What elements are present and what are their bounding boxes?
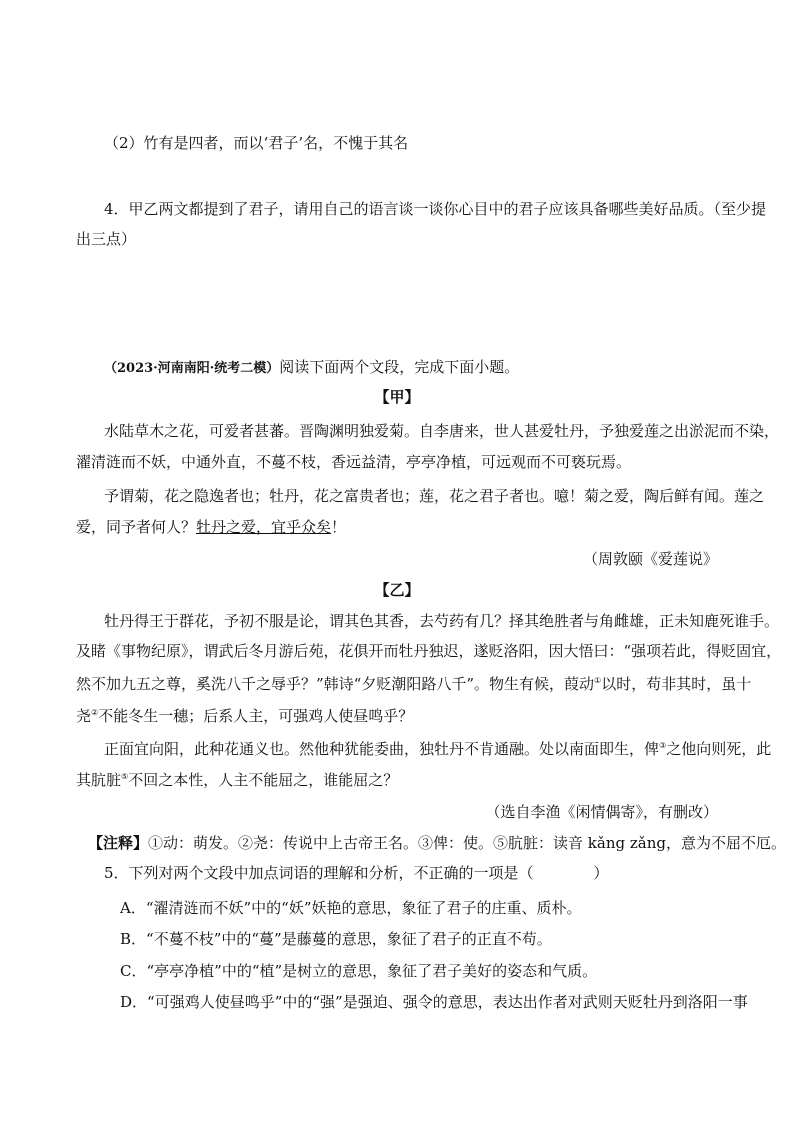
notes-text: ①动：萌发。②尧：传说中上古帝王名。③俾：使。⑤肮脏：读音 kǎng zǎng，意为不屈不厄。	[148, 834, 786, 852]
text-span: 以时，苟非其时，虽十	[601, 675, 752, 693]
option-d: D．“可强鸡人使昼鸣乎”中的“强”是强迫、强令的意思，表达出作者对武则天贬牡丹到洛阳一事	[120, 993, 748, 1011]
yi-line-5	[104, 739, 771, 759]
yi-line-2: 及睹《事物纪原》，谓武后冬月游后苑，花俱开而牡丹独迟，遂贬洛阳，因大悟曰：“强项若此，得贬固宜，	[76, 642, 782, 660]
notes	[88, 833, 786, 853]
option-b: B．“不蔓不枝”中的“蔓”是藤蔓的意思，象征了君子的正直不苟。	[120, 930, 552, 948]
text-span: 不能冬生一穗；后系人主，可强鸡人使昼鸣乎？	[98, 707, 414, 725]
footnote-marker: ③	[659, 741, 667, 750]
question-4-line-1: 4．甲乙两文都提到了君子，请用自己的语言谈一谈你心目中的君子应该具备哪些美好品质。（至少提	[104, 200, 767, 218]
text-span: 爱，同予者何人？	[76, 518, 197, 536]
text-span: 尧	[76, 707, 92, 725]
notes-label: 【注释】	[88, 834, 149, 852]
yi-line-6	[76, 770, 398, 790]
yi-heading: 【乙】	[374, 581, 420, 599]
text-span: 然不加九五之尊，奚洗八千之辱乎？”韩诗“夕贬潮阳路八千”。物生有候，葭动	[76, 675, 595, 693]
footnote-marker: ②	[91, 708, 99, 717]
jia-paragraph-1-line-1: 水陆草木之花，可爱者甚蕃。晋陶渊明独爱菊。自李唐来，世人甚爱牡丹，予独爱莲之出淤泥而不染，	[104, 422, 780, 440]
stem-close: ）	[593, 864, 609, 882]
text-span: 之他向则死，此	[666, 740, 772, 758]
instruction-text: 阅读下面两个文段，完成下面小题。	[279, 358, 520, 376]
section-instruction	[104, 357, 519, 379]
prev-item-2: （2）竹有是四者，而以‘君子’名，不愧于其名	[104, 134, 409, 152]
option-a: A．“濯清涟而不妖”中的“妖”妖艳的意思，象征了君子的庄重、质朴。	[120, 899, 582, 917]
text-span: 正面宜向阳，此种花通义也。然他种犹能委曲，独牡丹不肯通融。处以南面即生，俾	[104, 740, 660, 758]
text-span: 其肮脏	[76, 771, 122, 789]
text-span: ！	[331, 518, 347, 536]
jia-paragraph-1-line-2: 濯清涟而不妖，中通外直，不蔓不枝，香远益清，亭亭净植，可远观而不可亵玩焉。	[76, 453, 632, 471]
text-span: 不回之本性，人主不能屈之，谁能屈之？	[128, 771, 399, 789]
jia-attribution: （周敦颐《爱莲说》	[582, 550, 718, 568]
option-c: C．“亭亭净植”中的“植”是树立的意思，象征了君子美好的姿态和气质。	[120, 962, 598, 980]
stem-text: 5．下列对两个文段中加点词语的理解和分析，不正确的一项是（	[104, 864, 534, 882]
yi-line-1: 牡丹得王于群花，予初不服是论，谓其色其香，去芍药有几？择其绝胜者与角雌雄，正未知鹿死谁手。	[104, 612, 780, 630]
exam-source: （2023·河南南阳·统考二模）	[104, 361, 280, 376]
footnote-marker: ①	[594, 676, 602, 685]
jia-paragraph-2-line-1: 予谓菊，花之隐逸者也；牡丹，花之富贵者也；莲，花之君子者也。噫！菊之爱，陶后鲜有闻。莲之	[104, 487, 765, 505]
yi-line-3	[76, 674, 751, 694]
yi-line-4	[76, 706, 413, 726]
footnote-marker: ⑤	[121, 772, 129, 781]
question-5-stem	[104, 863, 609, 883]
underlined-sentence: 牡丹之爱，宜乎众矣	[196, 518, 332, 536]
jia-paragraph-2-line-2	[76, 517, 346, 537]
jia-heading: 【甲】	[374, 388, 420, 406]
question-4-line-2: 出三点）	[76, 230, 137, 248]
yi-attribution: （选自李渔《闲情偶寄》，有删改）	[485, 803, 718, 821]
